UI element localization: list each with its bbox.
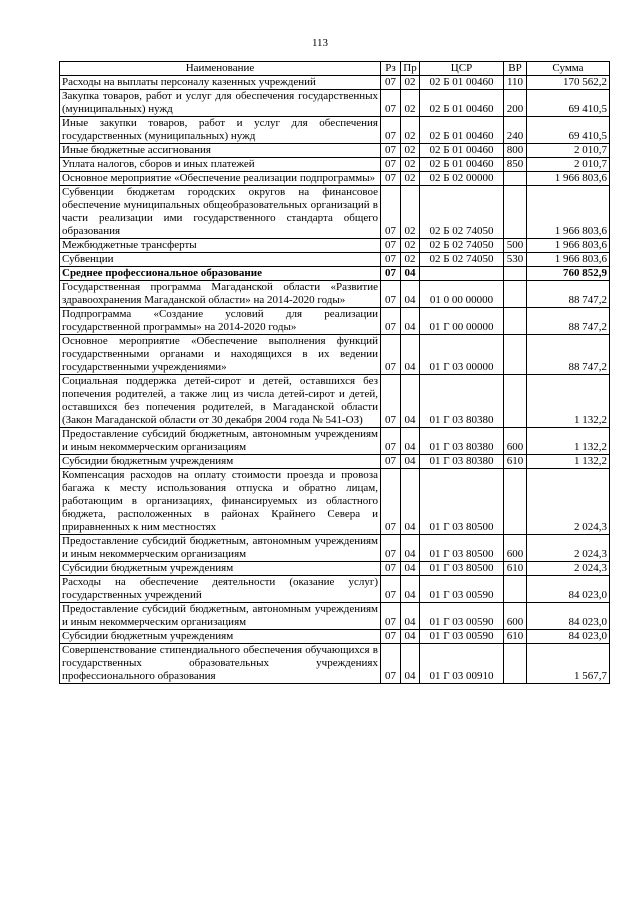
table-row bbox=[60, 253, 610, 267]
row-csr: 02 Б 02 74050 bbox=[420, 186, 504, 239]
row-csr: 01 Г 03 80380 bbox=[420, 428, 504, 455]
table-header-row bbox=[60, 62, 610, 76]
row-name: Предоставление субсидий бюджетным, автономным учреждениям и иным некоммерческим организациям bbox=[60, 535, 381, 562]
row-pr: 02 bbox=[401, 253, 420, 267]
row-csr: 01 Г 03 00910 bbox=[420, 644, 504, 684]
row-vr: 610 bbox=[504, 630, 527, 644]
row-sum: 1 966 803,6 bbox=[527, 186, 610, 239]
table-row bbox=[60, 576, 610, 603]
row-name: Основное мероприятие «Обеспечение выполнения функций государственными органами и находящихся в их ведении государственными учреждениями» bbox=[60, 335, 381, 375]
row-csr: 01 Г 03 00000 bbox=[420, 335, 504, 375]
row-rz: 07 bbox=[381, 562, 401, 576]
table-row bbox=[60, 335, 610, 375]
row-csr: 01 Г 03 80500 bbox=[420, 562, 504, 576]
row-pr: 02 bbox=[401, 90, 420, 117]
table-row bbox=[60, 76, 610, 90]
row-csr: 01 Г 03 00590 bbox=[420, 630, 504, 644]
row-sum: 88 747,2 bbox=[527, 335, 610, 375]
row-name: Уплата налогов, сборов и иных платежей bbox=[60, 158, 381, 172]
header-pr: Пр bbox=[401, 62, 420, 76]
header-vr: ВР bbox=[504, 62, 527, 76]
row-rz: 07 bbox=[381, 267, 401, 281]
row-sum: 1 966 803,6 bbox=[527, 253, 610, 267]
row-vr: 200 bbox=[504, 90, 527, 117]
budget-table bbox=[59, 61, 610, 684]
row-rz: 07 bbox=[381, 186, 401, 239]
row-csr: 02 Б 01 00460 bbox=[420, 158, 504, 172]
row-rz: 07 bbox=[381, 117, 401, 144]
row-name: Социальная поддержка детей-сирот и детей, оставшихся без попечения родителей, а также лиц из числа детей-сирот и детей, оставшихся без попечения родителей, в Магаданской области (Закон Магаданской области от 30 декабря 2004 года № 541-ОЗ) bbox=[60, 375, 381, 428]
table-row bbox=[60, 603, 610, 630]
row-pr: 04 bbox=[401, 644, 420, 684]
row-vr: 610 bbox=[504, 455, 527, 469]
row-csr: 02 Б 02 00000 bbox=[420, 172, 504, 186]
row-sum: 2 024,3 bbox=[527, 562, 610, 576]
row-sum: 84 023,0 bbox=[527, 576, 610, 603]
row-pr: 04 bbox=[401, 469, 420, 535]
table-row bbox=[60, 455, 610, 469]
table-row bbox=[60, 308, 610, 335]
row-pr: 02 bbox=[401, 76, 420, 90]
row-rz: 07 bbox=[381, 576, 401, 603]
row-sum: 2 010,7 bbox=[527, 158, 610, 172]
row-name: Предоставление субсидий бюджетным, автономным учреждениям и иным некоммерческим организациям bbox=[60, 603, 381, 630]
row-csr: 02 Б 01 00460 bbox=[420, 90, 504, 117]
row-rz: 07 bbox=[381, 335, 401, 375]
row-csr: 01 0 00 00000 bbox=[420, 281, 504, 308]
row-csr: 01 Г 03 80500 bbox=[420, 469, 504, 535]
row-rz: 07 bbox=[381, 375, 401, 428]
row-vr bbox=[504, 186, 527, 239]
row-name: Основное мероприятие «Обеспечение реализации подпрограммы» bbox=[60, 172, 381, 186]
row-sum: 2 024,3 bbox=[527, 469, 610, 535]
row-vr bbox=[504, 172, 527, 186]
row-vr: 850 bbox=[504, 158, 527, 172]
row-pr: 02 bbox=[401, 172, 420, 186]
row-rz: 07 bbox=[381, 281, 401, 308]
row-name: Расходы на выплаты персоналу казенных учреждений bbox=[60, 76, 381, 90]
row-vr bbox=[504, 281, 527, 308]
row-name: Субсидии бюджетным учреждениям bbox=[60, 630, 381, 644]
table-row bbox=[60, 267, 610, 281]
header-rz: Рз bbox=[381, 62, 401, 76]
row-pr: 02 bbox=[401, 239, 420, 253]
row-name: Расходы на обеспечение деятельности (оказание услуг) государственных учреждений bbox=[60, 576, 381, 603]
row-vr bbox=[504, 375, 527, 428]
row-vr: 610 bbox=[504, 562, 527, 576]
row-csr bbox=[420, 267, 504, 281]
row-rz: 07 bbox=[381, 644, 401, 684]
row-rz: 07 bbox=[381, 535, 401, 562]
row-csr: 01 Г 03 00590 bbox=[420, 603, 504, 630]
row-name: Иные закупки товаров, работ и услуг для обеспечения государственных (муниципальных) нужд bbox=[60, 117, 381, 144]
row-name: Государственная программа Магаданской области «Развитие здравоохранения Магаданской области» на 2014-2020 годы» bbox=[60, 281, 381, 308]
row-vr bbox=[504, 335, 527, 375]
row-name: Субвенции бюджетам городских округов на финансовое обеспечение муниципальных общеобразовательных организаций в части реализации ими государственного стандарта общего образования bbox=[60, 186, 381, 239]
row-rz: 07 bbox=[381, 603, 401, 630]
row-name: Компенсация расходов на оплату стоимости проезда и провоза багажа к месту использования отпуска и обратно лицам, работающим в организациях, финансируемых из областного бюджета, расположенных в районах Крайнего Севера и приравненных к ним местностях bbox=[60, 469, 381, 535]
row-rz: 07 bbox=[381, 428, 401, 455]
table-row bbox=[60, 375, 610, 428]
row-vr: 800 bbox=[504, 144, 527, 158]
row-vr: 600 bbox=[504, 603, 527, 630]
table-row bbox=[60, 158, 610, 172]
row-sum: 2 010,7 bbox=[527, 144, 610, 158]
row-pr: 04 bbox=[401, 630, 420, 644]
row-vr bbox=[504, 644, 527, 684]
row-name: Среднее профессиональное образование bbox=[60, 267, 381, 281]
row-sum: 69 410,5 bbox=[527, 117, 610, 144]
row-sum: 1 567,7 bbox=[527, 644, 610, 684]
row-pr: 02 bbox=[401, 186, 420, 239]
row-name: Иные бюджетные ассигнования bbox=[60, 144, 381, 158]
row-csr: 01 Г 03 80380 bbox=[420, 455, 504, 469]
row-vr: 240 bbox=[504, 117, 527, 144]
row-sum: 1 966 803,6 bbox=[527, 239, 610, 253]
table-row bbox=[60, 186, 610, 239]
row-sum: 170 562,2 bbox=[527, 76, 610, 90]
row-sum: 760 852,9 bbox=[527, 267, 610, 281]
row-pr: 02 bbox=[401, 117, 420, 144]
row-sum: 1 966 803,6 bbox=[527, 172, 610, 186]
row-name: Субсидии бюджетным учреждениям bbox=[60, 562, 381, 576]
table-row bbox=[60, 144, 610, 158]
row-rz: 07 bbox=[381, 172, 401, 186]
row-pr: 04 bbox=[401, 335, 420, 375]
row-pr: 02 bbox=[401, 144, 420, 158]
row-vr: 500 bbox=[504, 239, 527, 253]
row-csr: 01 Г 00 00000 bbox=[420, 308, 504, 335]
row-rz: 07 bbox=[381, 76, 401, 90]
row-vr: 110 bbox=[504, 76, 527, 90]
row-vr bbox=[504, 267, 527, 281]
row-vr bbox=[504, 308, 527, 335]
row-sum: 84 023,0 bbox=[527, 630, 610, 644]
row-name: Подпрограмма «Создание условий для реализации государственной программы» на 2014-2020 годы» bbox=[60, 308, 381, 335]
row-name: Субсидии бюджетным учреждениям bbox=[60, 455, 381, 469]
row-pr: 04 bbox=[401, 308, 420, 335]
table-row bbox=[60, 90, 610, 117]
row-csr: 02 Б 02 74050 bbox=[420, 253, 504, 267]
row-sum: 88 747,2 bbox=[527, 308, 610, 335]
row-rz: 07 bbox=[381, 239, 401, 253]
row-name: Межбюджетные трансферты bbox=[60, 239, 381, 253]
row-csr: 02 Б 01 00460 bbox=[420, 117, 504, 144]
row-vr: 530 bbox=[504, 253, 527, 267]
row-name: Совершенствование стипендиального обеспечения обучающихся в государственных образовательных учреждениях профессионального образования bbox=[60, 644, 381, 684]
row-name: Закупка товаров, работ и услуг для обеспечения государственных (муниципальных) нужд bbox=[60, 90, 381, 117]
row-sum: 69 410,5 bbox=[527, 90, 610, 117]
row-sum: 84 023,0 bbox=[527, 603, 610, 630]
header-sum: Сумма bbox=[527, 62, 610, 76]
row-pr: 04 bbox=[401, 535, 420, 562]
row-sum: 2 024,3 bbox=[527, 535, 610, 562]
row-rz: 07 bbox=[381, 469, 401, 535]
row-rz: 07 bbox=[381, 455, 401, 469]
row-csr: 01 Г 03 80500 bbox=[420, 535, 504, 562]
table-row bbox=[60, 630, 610, 644]
table-row bbox=[60, 239, 610, 253]
row-pr: 04 bbox=[401, 455, 420, 469]
row-rz: 07 bbox=[381, 90, 401, 117]
table-row bbox=[60, 117, 610, 144]
row-pr: 02 bbox=[401, 158, 420, 172]
table-row bbox=[60, 172, 610, 186]
table-row bbox=[60, 469, 610, 535]
row-pr: 04 bbox=[401, 562, 420, 576]
row-rz: 07 bbox=[381, 158, 401, 172]
row-sum: 88 747,2 bbox=[527, 281, 610, 308]
row-csr: 02 Б 01 00460 bbox=[420, 144, 504, 158]
row-rz: 07 bbox=[381, 630, 401, 644]
table-row bbox=[60, 281, 610, 308]
table-row bbox=[60, 428, 610, 455]
table-row bbox=[60, 644, 610, 684]
row-pr: 04 bbox=[401, 375, 420, 428]
row-sum: 1 132,2 bbox=[527, 375, 610, 428]
row-rz: 07 bbox=[381, 253, 401, 267]
row-name: Субвенции bbox=[60, 253, 381, 267]
row-pr: 04 bbox=[401, 603, 420, 630]
table-row bbox=[60, 562, 610, 576]
row-csr: 02 Б 02 74050 bbox=[420, 239, 504, 253]
table-row bbox=[60, 535, 610, 562]
row-rz: 07 bbox=[381, 308, 401, 335]
row-vr bbox=[504, 576, 527, 603]
row-rz: 07 bbox=[381, 144, 401, 158]
row-pr: 04 bbox=[401, 281, 420, 308]
row-pr: 04 bbox=[401, 576, 420, 603]
row-csr: 01 Г 03 80380 bbox=[420, 375, 504, 428]
page-number: 113 bbox=[311, 37, 329, 49]
row-csr: 01 Г 03 00590 bbox=[420, 576, 504, 603]
row-sum: 1 132,2 bbox=[527, 455, 610, 469]
header-name: Наименование bbox=[60, 62, 381, 76]
row-vr: 600 bbox=[504, 428, 527, 455]
row-sum: 1 132,2 bbox=[527, 428, 610, 455]
row-csr: 02 Б 01 00460 bbox=[420, 76, 504, 90]
header-csr: ЦСР bbox=[420, 62, 504, 76]
row-vr: 600 bbox=[504, 535, 527, 562]
row-pr: 04 bbox=[401, 428, 420, 455]
row-name: Предоставление субсидий бюджетным, автономным учреждениям и иным некоммерческим организациям bbox=[60, 428, 381, 455]
row-pr: 04 bbox=[401, 267, 420, 281]
row-vr bbox=[504, 469, 527, 535]
